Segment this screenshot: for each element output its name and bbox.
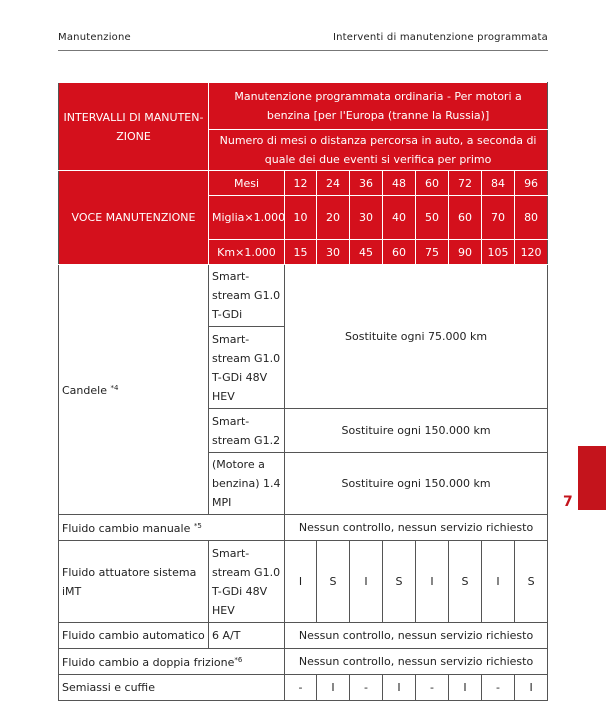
miles-cell: 10 — [285, 196, 317, 240]
imt-cell: I — [285, 541, 317, 623]
program-note: Numero di mesi o distanza percorsa in auto, a seconda di quale dei due eventi si verifica per primo — [209, 130, 548, 171]
km-label: Km×1.000 — [209, 240, 285, 265]
engine-cell: 6 A/T — [209, 623, 285, 649]
months-cell: 36 — [350, 171, 383, 196]
miles-cell: 30 — [350, 196, 383, 240]
candele-interval-cell: Sostituite ogni 75.000 km — [285, 265, 548, 409]
km-cell: 75 — [416, 240, 449, 265]
km-cell: 90 — [449, 240, 482, 265]
months-row — [59, 171, 548, 196]
imt-cell: S — [515, 541, 548, 623]
page-section-header: Manutenzione — [58, 32, 131, 43]
months-cell: 12 — [285, 171, 317, 196]
imt-cell: S — [383, 541, 416, 623]
imt-cell: S — [317, 541, 350, 623]
miles-label: Miglia×1.000 — [209, 196, 285, 240]
months-cell: 60 — [416, 171, 449, 196]
chapter-tab — [578, 446, 606, 510]
miles-cell: 40 — [383, 196, 416, 240]
table-row — [59, 541, 548, 623]
table-row — [59, 675, 548, 701]
months-cell: 96 — [515, 171, 548, 196]
engine-cell: Smart-stream G1.0 T-GDi 48V HEV — [209, 541, 285, 623]
months-cell: 48 — [383, 171, 416, 196]
semiassi-cell: I — [515, 675, 548, 701]
miles-cell: 70 — [482, 196, 515, 240]
candele-label: Candele $^{*4}$ — [59, 265, 209, 515]
engine-cell: Smart-stream G1.0 T-GDi — [209, 265, 285, 327]
km-cell: 60 — [383, 240, 416, 265]
semiassi-cell: I — [449, 675, 482, 701]
km-cell: 120 — [515, 240, 548, 265]
semiassi-cell: - — [350, 675, 383, 701]
table-row — [59, 649, 548, 675]
engine-cell: (Motore a benzina) 1.4 MPI — [209, 453, 285, 515]
header-rule — [58, 50, 548, 51]
months-label: Mesi — [209, 171, 285, 196]
semiassi-label: Semiassi e cuffie — [59, 675, 285, 701]
candele-interval-cell: Sostituire ogni 150.000 km — [285, 409, 548, 453]
table-row — [59, 515, 548, 541]
maintenance-table — [58, 82, 548, 701]
imt-cell: I — [482, 541, 515, 623]
item-label: VOCE MANUTENZIONE — [59, 171, 209, 265]
semiassi-cell: I — [383, 675, 416, 701]
km-cell: 30 — [317, 240, 350, 265]
semiassi-cell: I — [317, 675, 350, 701]
dct-fluid-label: Fluido cambio a doppia frizione$^{*6}$ — [59, 649, 285, 675]
auto-fluid-value: Nessun controllo, nessun servizio richiesto — [285, 623, 548, 649]
program-title: Manutenzione programmata ordinaria - Per motori a benzina [per l'Europa (tranne la Russia)] — [209, 83, 548, 130]
intervals-label: INTERVALLI DI MANUTEN-ZIONE — [59, 83, 209, 171]
imt-label: Fluido attuatore sistema iMT — [59, 541, 209, 623]
table-header-row — [59, 83, 548, 130]
candele-interval-cell: Sostituire ogni 150.000 km — [285, 453, 548, 515]
miles-cell: 20 — [317, 196, 350, 240]
chapter-number: 7 — [563, 494, 573, 510]
miles-cell: 80 — [515, 196, 548, 240]
km-cell: 105 — [482, 240, 515, 265]
miles-cell: 50 — [416, 196, 449, 240]
manual-fluid-label: Fluido cambio manuale $^{*5}$ — [59, 515, 285, 541]
semiassi-cell: - — [482, 675, 515, 701]
engine-cell: Smart-stream G1.2 — [209, 409, 285, 453]
km-cell: 45 — [350, 240, 383, 265]
semiassi-cell: - — [416, 675, 449, 701]
auto-fluid-label: Fluido cambio automatico — [59, 623, 209, 649]
engine-cell: Smart-stream G1.0 T-GDi 48V HEV — [209, 327, 285, 409]
months-cell: 72 — [449, 171, 482, 196]
months-cell: 24 — [317, 171, 350, 196]
months-cell: 84 — [482, 171, 515, 196]
dct-fluid-value: Nessun controllo, nessun servizio richiesto — [285, 649, 548, 675]
km-cell: 15 — [285, 240, 317, 265]
imt-cell: I — [416, 541, 449, 623]
semiassi-cell: - — [285, 675, 317, 701]
imt-cell: S — [449, 541, 482, 623]
page-title-header: Interventi di manutenzione programmata — [332, 32, 548, 43]
miles-cell: 60 — [449, 196, 482, 240]
imt-cell: I — [350, 541, 383, 623]
manual-fluid-value: Nessun controllo, nessun servizio richiesto — [285, 515, 548, 541]
table-row — [59, 623, 548, 649]
table-row — [59, 265, 548, 327]
